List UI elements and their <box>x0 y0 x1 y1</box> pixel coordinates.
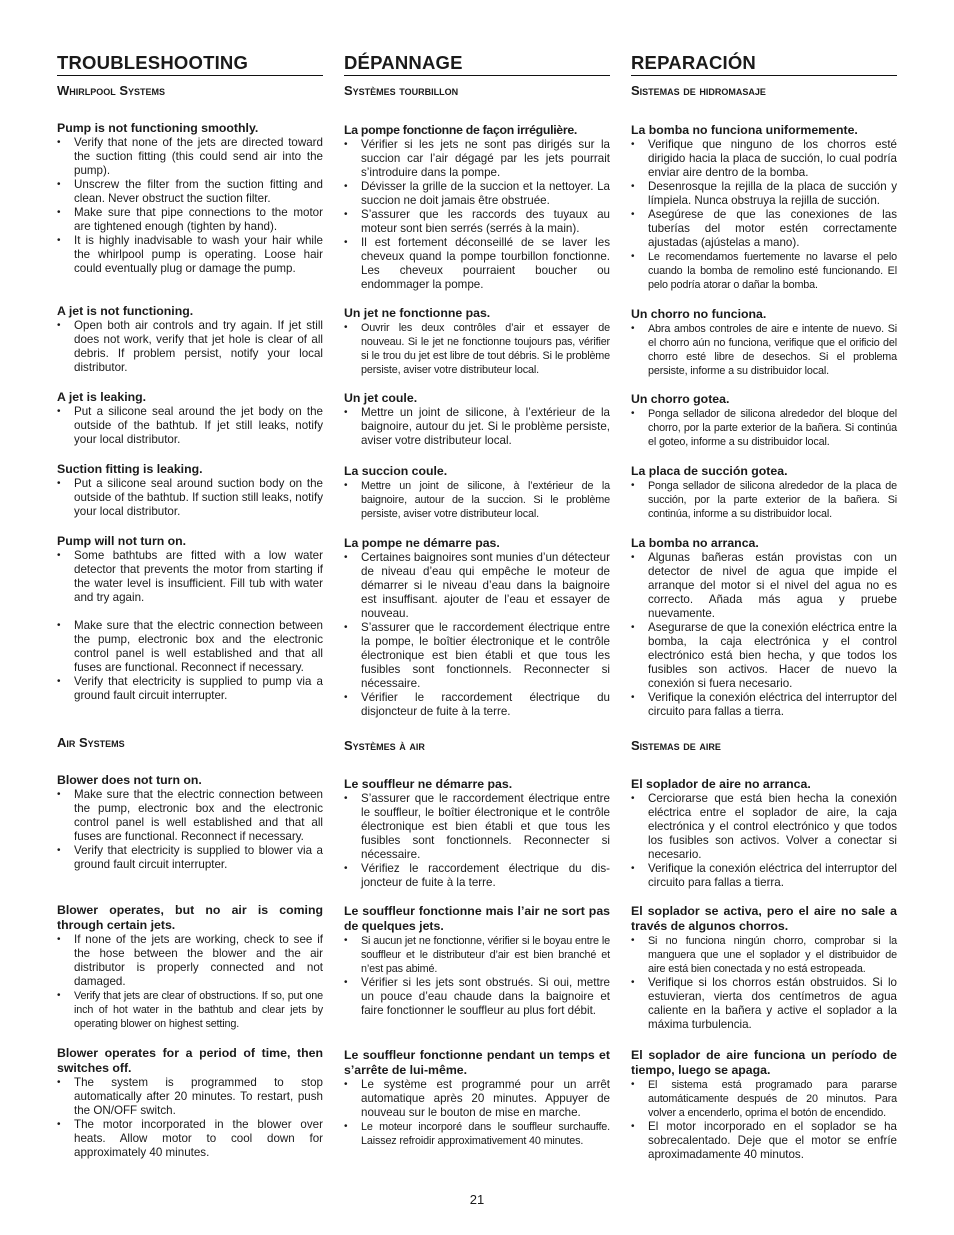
issue-block <box>631 904 897 1032</box>
bullet-item: • Ouvrir les deux contrôles d’air et essayer de nouveau. Si le jet ne fonctionne toujours pas, vérifier si le trou du jet est libre de tout débris. Si le problème persiste, aviser votre distributeur local. <box>344 321 610 377</box>
issue-title: A jet is not functioning. <box>57 304 194 318</box>
bullet-item: • Mettre un joint de silicone, à l’extérieur de la baignoire, autour du jet. Si le problème persiste, aviser votre distributeur local. <box>344 406 610 448</box>
issue-title: Un jet coule. <box>344 391 418 405</box>
issue-block <box>631 392 897 449</box>
bullet-item: • Verifique si los chorros están obstruidos. Si lo estuvieran, vierta dos centímetros de agua caliente en la bañera y active el soplador a la máxima turbulencia. <box>631 976 897 1032</box>
bullet-item: • Mettre un joint de silicone, à l’extérieur de la baignoire, autour de la succion. Si le problème persiste, aviser votre distributeur local. <box>344 479 610 521</box>
bullet-item: • Ponga sellador de silicona alrededor del bloque del chorro, por la parte exterior de la bañera. Si continúa el goteo, informe a su distribuidor local. <box>631 407 897 449</box>
issue-title: Blower operates for a period of time, then switches off. <box>57 1046 323 1075</box>
issue-block <box>57 903 323 1031</box>
bullet-item: • El sistema está programado para pararse automáticamente después de 20 minutos. Para volver a encenderlo, oprima el botón de encendido. <box>631 1078 897 1120</box>
column-title: DÉPANNAGE <box>344 52 610 76</box>
issue-block <box>631 123 897 292</box>
issue-block <box>631 777 897 890</box>
issue-block <box>344 777 610 890</box>
issue-block <box>57 121 323 276</box>
issue-title: Un chorro gotea. <box>631 392 730 406</box>
air-systems-heading: Sistemas de aire <box>631 738 721 753</box>
bullet-item: • Some bathtubs are fitted with a low water detector that prevents the motor from starting if the water level is insufficient. Fill tub with water and try again. <box>57 549 323 605</box>
issue-title: El soplador de aire no arranca. <box>631 777 811 791</box>
bullet-item: • Cerciorarse que está bien hecha la conexión eléctrica entre el soplador de aire, la caja electrónica y el control electrónico y que todos los fusibles son activos. Volver a conectar si necesario. <box>631 792 897 862</box>
issue-title: A jet is leaking. <box>57 390 147 404</box>
issue-block <box>344 123 610 292</box>
column-french <box>344 52 610 1147</box>
air-systems-heading: Systèmes à air <box>344 738 425 753</box>
column-title: REPARACIÓN <box>631 52 897 76</box>
bullet-item: • Make sure that the electric connection between the pump, electronic box and the electronic control panel is well established and that all fuses are functional. Reconnect if necessary. <box>57 788 323 844</box>
bullet-item: • If none of the jets are working, check to see if the hose between the blower and the air distributor is properly connected and not damaged. <box>57 933 323 989</box>
issue-title: El soplador se activa, pero el aire no sale a través de algunos chorros. <box>631 904 897 933</box>
bullet-item: • Certaines baignoires sont munies d’un détecteur de niveau d’eau qui empêche le moteur de démarrer si le niveau d’eau dans la baignoire est insuffisant. ajouter de l’eau et essayer de nouveau. <box>344 551 610 621</box>
bullet-item: • Verify that none of the jets are directed toward the suction fitting (this could send air into the pump). <box>57 136 323 178</box>
bullet-item: • Si aucun jet ne fonctionne, vérifier si le boyau entre le souffleur et le distributeur d’air est bien branché et n’est pas abimé. <box>344 934 610 976</box>
issue-title: El soplador de aire funciona un período de tiempo, luego se apaga. <box>631 1048 897 1077</box>
bullet-item: • Le moteur incorporé dans le souffleur surchauffe. Laissez refroidir approximativement 40 minutes. <box>344 1120 610 1148</box>
issue-block <box>344 464 610 521</box>
bullet-item: • S’assurer que le raccordement électrique entre la pompe, le boîtier électronique et le contrôle électronique est bien établi et que tous les fusibles sont fonctionnels. Reconnecter si nécessaire. <box>344 621 610 691</box>
bullet-item: • Abra ambos controles de aire e intente de nuevo. Si el chorro aún no funciona, verifique que el orificio del chorro esté libre de desechos. Si el problema persiste, informe a su distribuidor local. <box>631 322 897 378</box>
bullet-item: • Le recomendamos fuertemente no lavarse el pelo cuando la bomba de remolino esté funcionando. El pelo podría atorar o dañar la bomba. <box>631 250 897 292</box>
issue-block <box>344 536 610 719</box>
issue-block <box>57 534 323 703</box>
bullet-item: • Il est fortement déconseillé de se laver les cheveux quand la pompe tourbillon fonctionne. Les cheveux pourraient boucher ou endommager la pompe. <box>344 236 610 292</box>
issue-block <box>344 391 610 448</box>
issue-title: La placa de succión gotea. <box>631 464 788 478</box>
bullet-item: • Dévisser la grille de la succion et la nettoyer. La succion ne doit jamais être obstruée. <box>344 180 610 208</box>
issue-title: La pompe ne démarre pas. <box>344 536 500 550</box>
bullet-item: • Unscrew the filter from the suction fitting and clean. Never obstruct the suction filter. <box>57 178 323 206</box>
bullet-item: • Asegurarse de que la conexión eléctrica entre la bomba, la caja electrónica y el control electrónico está bien hecha, y que todos los fusibles son activos. Hacer de nuevo la conexión si fuera necesario. <box>631 621 897 691</box>
bullet-item: • S’assurer que les raccords des tuyaux au moteur sont bien serrés (serrés à la main). <box>344 208 610 236</box>
bullet-item: • The system is programmed to stop automatically after 20 minutes. To restart, push the ON/OFF switch. <box>57 1076 323 1118</box>
issue-title: La pompe fonctionne de façon irrégulière. <box>344 123 577 137</box>
bullet-item: • Le système est programmé pour un arrêt automatique après 20 minutes. Appuyer de nouveau sur le bouton de mise en marche. <box>344 1078 610 1120</box>
whirlpool-systems-heading: Whirlpool Systems <box>57 83 166 98</box>
bullet-item: • Put a silicone seal around the jet body on the outside of the bathtub. If jet still leaks, notify your local distributor. <box>57 405 323 447</box>
issue-block <box>57 304 323 375</box>
bullet-item: • Verify that electricity is supplied to blower via a ground fault circuit interrupter. <box>57 844 323 872</box>
bullet-item: • Verifique la conexión eléctrica del interruptor del circuito para fallas a tierra. <box>631 862 897 890</box>
issue-block <box>344 306 610 377</box>
issue-title: Un chorro no funciona. <box>631 307 767 321</box>
bullet-item: • The motor incorporated in the blower over heats. Allow motor to cool down for approximately 40 minutes. <box>57 1118 323 1160</box>
column-title: TROUBLESHOOTING <box>57 52 323 76</box>
bullet-item: • It is highly inadvisable to wash your hair while the whirlpool pump is operating. Loose hair could eventually plug or damage the pump. <box>57 234 323 276</box>
bullet-item: • Verify that jets are clear of obstructions. If so, put one inch of hot water in the bathtub and clear jets by operating blower on highest setting. <box>57 989 323 1031</box>
whirlpool-systems-heading: Sistemas de hidromasaje <box>631 83 766 98</box>
bullet-item: • Make sure that pipe connections to the motor are tightened enough (tighten by hand). <box>57 206 323 234</box>
bullet-item: • S’assurer que le raccordement électrique entre le souffleur, le boîtier électronique et le contrôle électronique est bien établi et que tous les fusibles sont fonctionnels. Reconnecter si nécessaire. <box>344 792 610 862</box>
bullet-item: • Put a silicone seal around suction body on the outside of the bathtub. If suction still leaks, notify your local distributor. <box>57 477 323 519</box>
issue-block <box>57 1046 323 1160</box>
issue-block <box>57 390 323 447</box>
issue-title: Un jet ne fonctionne pas. <box>344 306 491 320</box>
bullet-item: • Vérifier si les jets sont obstrués. Si oui, mettre un pouce d’eau chaude dans la baignoire et faire fonctionner le souffleur au plus fort débit. <box>344 976 610 1018</box>
bullet-item: • El motor incorporado en el soplador se ha sobrecalentado. Deje que el motor se enfríe aproximadamente 40 minutos. <box>631 1120 897 1162</box>
issue-block <box>631 536 897 719</box>
bullet-item: • Verifique la conexión eléctrica del interruptor del circuito para fallas a tierra. <box>631 691 897 719</box>
bullet-item: • Desenrosque la rejilla de la placa de succión y límpiela. Nunca obstruya la rejilla de succión. <box>631 180 897 208</box>
issue-title: Blower operates, but no air is coming through certain jets. <box>57 903 323 932</box>
issue-title: Suction fitting is leaking. <box>57 462 203 476</box>
bullet-item: • Verifique que ninguno de los chorros esté dirigido hacia la placa de succión, lo cual podría enviar aire dentro de la bomba. <box>631 138 897 180</box>
air-systems-heading: Air Systems <box>57 735 125 750</box>
bullet-item: • Si no funciona ningún chorro, comprobar si la manguera que une el soplador y el distribuidor de aire está bien conectada y no está estropeada. <box>631 934 897 976</box>
bullet-item: • Vérifiez le raccordement électrique du dis-joncteur de fuite à la terre. <box>344 862 610 890</box>
issue-title: Le souffleur fonctionne mais l’air ne sort pas de quelques jets. <box>344 904 610 933</box>
bullet-item: • Open both air controls and try again. If jet still does not work, verify that jet hole is clear of all debris. If problem persist, notify your local distributor. <box>57 319 323 375</box>
issue-title: Blower does not turn on. <box>57 773 202 787</box>
issue-block <box>631 1048 897 1162</box>
bullet-item: • Make sure that the electric connection between the pump, electronic box and the electronic control panel is well established and that all fuses are functional. Reconnect if necessary. <box>57 619 323 675</box>
issue-block <box>57 773 323 872</box>
issue-title: La bomba no arranca. <box>631 536 759 550</box>
issue-title: La succion coule. <box>344 464 448 478</box>
page-number: 21 <box>469 1192 485 1207</box>
bullet-item: • Asegúrese de que las conexiones de las tuberías del motor estén correctamente ajustadas (ajústelas a mano). <box>631 208 897 250</box>
issue-title: La bomba no funciona uniformemente. <box>631 123 858 137</box>
issue-title: Pump will not turn on. <box>57 534 187 548</box>
bullet-item: • Ponga sellador de silicona alrededor de la placa de succión, por la parte exterior de la bañera. Si continúa, informe a su distribuidor local. <box>631 479 897 521</box>
issue-title: Le souffleur fonctionne pendant un temps et s’arrête de lui-même. <box>344 1048 610 1077</box>
issue-block <box>631 307 897 378</box>
column-english <box>57 52 323 1159</box>
issue-block <box>57 462 323 519</box>
bullet-item: • Verify that electricity is supplied to pump via a ground fault circuit interrupter. <box>57 675 323 703</box>
issue-block <box>344 904 610 1018</box>
bullet-item: • Algunas bañeras están provistas con un detector de nivel de agua que impide el arranque del motor si el nivel del agua no es correcto. Añada más agua y pruebe nuevamente. <box>631 551 897 621</box>
bullet-item: • Vérifier le raccordement électrique du disjoncteur de fuite à la terre. <box>344 691 610 719</box>
bullet-item: • Vérifier si les jets ne sont pas dirigés sur la succion car l’air dégagé par les jets pourrait s’introduire dans la pompe. <box>344 138 610 180</box>
issue-block <box>344 1048 610 1148</box>
issue-title: Le souffleur ne démarre pas. <box>344 777 513 791</box>
whirlpool-systems-heading: Systèmes tourbillon <box>344 83 459 98</box>
issue-title: Pump is not functioning smoothly. <box>57 121 259 135</box>
column-spanish <box>631 52 897 1161</box>
issue-block <box>631 464 897 521</box>
